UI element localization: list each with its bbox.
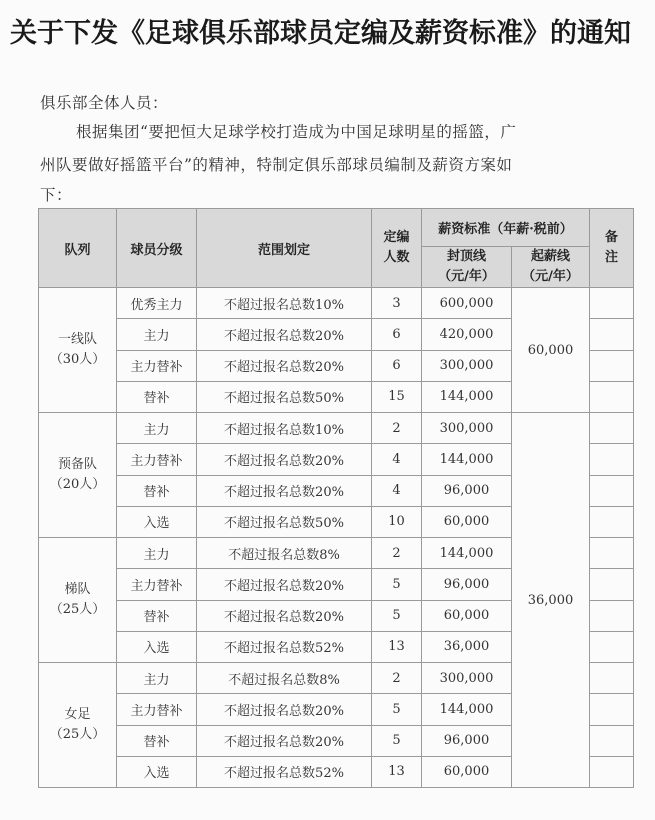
scope-cell: 不超过报名总数52% [197,631,372,662]
team-cell [39,663,117,788]
body-line: 州队要做好摇篮平台”的精神，特制定俱乐部球员编制及薪资方案如 [40,156,513,174]
cap-cell: 96,000 [422,569,512,600]
count-cell: 3 [372,288,422,319]
table-row [39,413,634,444]
header-start [512,247,590,288]
grade-cell: 替补 [117,725,197,756]
grade-cell: 入选 [117,506,197,537]
team-cell [39,413,117,538]
team-name: 女足 [64,707,91,722]
team-name: 一线队 [57,332,97,347]
count-cell: 5 [372,569,422,600]
count-cell: 2 [372,538,422,569]
count-cell: 5 [372,725,422,756]
start-salary-cell: 36,000 [512,413,590,788]
cap-cell: 300,000 [422,413,512,444]
header-count-top: 定编 [383,230,410,245]
remark-cell [590,350,634,381]
remark-cell [590,288,634,319]
cap-cell: 60,000 [422,756,512,787]
table-row [39,288,634,319]
team-name: 预备队 [57,457,97,472]
header-remark-bottom: 注 [604,250,618,265]
scope-cell: 不超过报名总数8% [197,538,372,569]
remark-cell [590,538,634,569]
scope-cell: 不超过报名总数20% [197,475,372,506]
scope-cell: 不超过报名总数52% [197,756,372,787]
cap-cell: 144,000 [422,444,512,475]
team-size: （25人） [49,602,106,617]
body-line: 根据集团“要把恒大足球学校打造成为中国足球明星的摇篮，广 [76,123,517,141]
header-remark [590,209,634,288]
salary-standard-table [38,208,634,788]
start-salary-cell: 60,000 [512,288,590,413]
header-remark-top: 备 [604,230,618,245]
cap-cell: 144,000 [422,381,512,412]
grade-cell: 主力替补 [117,444,197,475]
document-title: 关于下发《足球俱乐部球员定编及薪资标准》的通知 [10,18,631,49]
grade-cell: 替补 [117,600,197,631]
grade-cell: 入选 [117,631,197,662]
grade-cell: 主力替补 [117,350,197,381]
remark-cell [590,694,634,725]
remark-cell [590,381,634,412]
scope-cell: 不超过报名总数20% [197,319,372,350]
scope-cell: 不超过报名总数10% [197,288,372,319]
header-grade: 球员分级 [117,209,197,288]
cap-cell: 60,000 [422,600,512,631]
scope-cell: 不超过报名总数20% [197,350,372,381]
remark-cell [590,725,634,756]
scope-cell: 不超过报名总数50% [197,381,372,412]
cap-cell: 36,000 [422,631,512,662]
scope-cell: 不超过报名总数20% [197,725,372,756]
count-cell: 5 [372,600,422,631]
greeting: 俱乐部全体人员： [40,94,169,112]
header-team: 队列 [39,209,117,288]
remark-cell [590,663,634,694]
table-header-row [39,209,634,247]
remark-cell [590,413,634,444]
team-size: （20人） [49,477,106,492]
cap-cell: 96,000 [422,475,512,506]
count-cell: 15 [372,381,422,412]
count-cell: 2 [372,413,422,444]
grade-cell: 替补 [117,475,197,506]
header-count [372,209,422,288]
count-cell: 13 [372,756,422,787]
scope-cell: 不超过报名总数8% [197,663,372,694]
remark-cell [590,444,634,475]
count-cell: 4 [372,444,422,475]
grade-cell: 主力替补 [117,694,197,725]
grade-cell: 主力 [117,319,197,350]
scope-cell: 不超过报名总数20% [197,444,372,475]
count-cell: 6 [372,350,422,381]
team-size: （25人） [49,727,106,742]
header-cap-bottom: （元/年） [438,269,495,284]
remark-cell [590,600,634,631]
team-cell [39,538,117,663]
grade-cell: 主力 [117,663,197,694]
remark-cell [590,319,634,350]
team-cell [39,288,117,413]
scope-cell: 不超过报名总数50% [197,506,372,537]
grade-cell: 替补 [117,381,197,412]
header-cap [422,247,512,288]
count-cell: 4 [372,475,422,506]
grade-cell: 主力 [117,413,197,444]
team-size: （30人） [49,352,106,367]
cap-cell: 144,000 [422,694,512,725]
grade-cell: 入选 [117,756,197,787]
remark-cell [590,631,634,662]
header-start-bottom: （元/年） [522,269,579,284]
grade-cell: 主力 [117,538,197,569]
remark-cell [590,569,634,600]
grade-cell: 优秀主力 [117,288,197,319]
count-cell: 6 [372,319,422,350]
body-line: 下： [40,186,73,204]
remark-cell [590,756,634,787]
remark-cell [590,475,634,506]
scope-cell: 不超过报名总数20% [197,694,372,725]
header-start-top: 起薪线 [530,249,570,264]
scope-cell: 不超过报名总数20% [197,569,372,600]
team-name: 梯队 [64,582,91,597]
count-cell: 10 [372,506,422,537]
count-cell: 13 [372,631,422,662]
cap-cell: 60,000 [422,506,512,537]
cap-cell: 600,000 [422,288,512,319]
scope-cell: 不超过报名总数10% [197,413,372,444]
header-scope: 范围划定 [197,209,372,288]
cap-cell: 300,000 [422,350,512,381]
count-cell: 5 [372,694,422,725]
count-cell: 2 [372,663,422,694]
header-cap-top: 封顶线 [446,249,486,264]
cap-cell: 420,000 [422,319,512,350]
cap-cell: 96,000 [422,725,512,756]
grade-cell: 主力替补 [117,569,197,600]
header-salary: 薪资标准（年薪·税前） [422,209,590,247]
cap-cell: 144,000 [422,538,512,569]
scope-cell: 不超过报名总数20% [197,600,372,631]
header-count-bottom: 人数 [383,250,410,265]
cap-cell: 300,000 [422,663,512,694]
remark-cell [590,506,634,537]
